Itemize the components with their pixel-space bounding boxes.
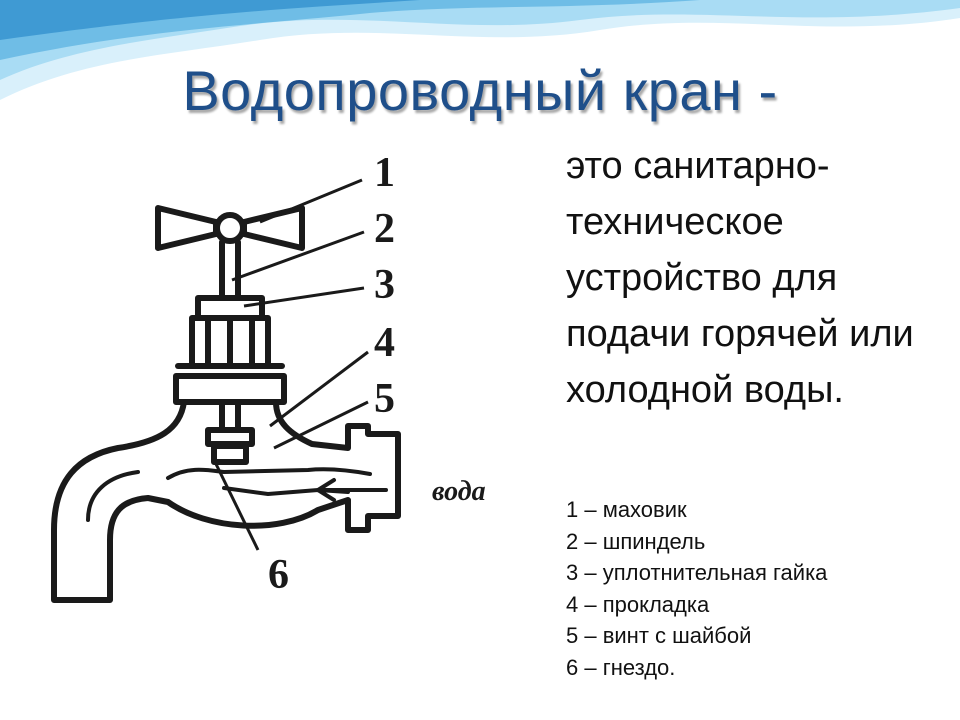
flow-label: вода [432, 476, 486, 507]
callout-6: 6 [268, 552, 289, 598]
callout-1: 1 [374, 150, 395, 196]
legend-item: 5 – винт с шайбой [566, 623, 752, 648]
callout-2: 2 [374, 206, 395, 252]
callout-4: 4 [374, 320, 395, 366]
legend-item: 1 – маховик [566, 497, 687, 522]
callout-3: 3 [374, 262, 395, 308]
callout-5: 5 [374, 376, 395, 422]
definition-text: это санитарно-техническое устройство для подачи горячей или холодной воды. [566, 145, 914, 411]
page-title: Водопроводный кран - [182, 59, 778, 122]
handwheel [158, 208, 216, 248]
legend-item: 4 – прокладка [566, 591, 710, 617]
parts-legend [566, 494, 946, 683]
legend-item: 6 – гнездо. [566, 654, 676, 680]
faucet-diagram [18, 130, 538, 630]
screw-washer [214, 446, 246, 462]
legend-item: 3 – уплотнительная гайка [566, 560, 828, 585]
gasket [208, 430, 252, 444]
legend-item: 2 – шпиндель [566, 528, 706, 554]
